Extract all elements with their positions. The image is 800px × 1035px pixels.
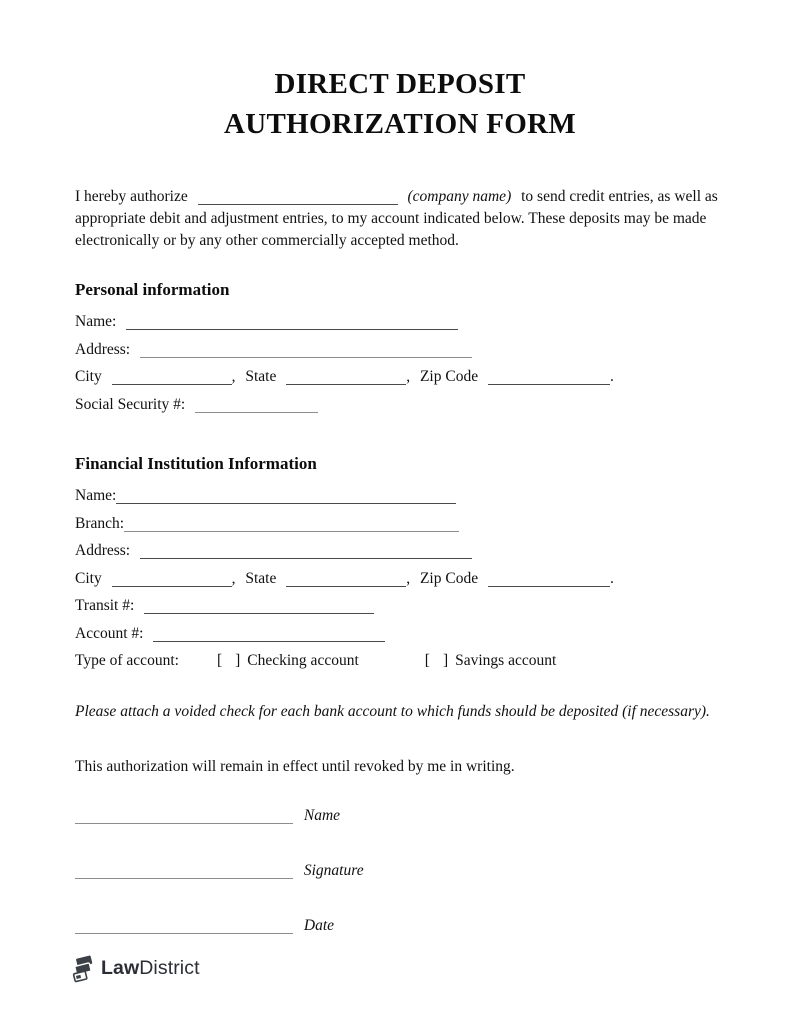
financial-transit-label: Transit #: xyxy=(75,597,135,614)
personal-zip-blank[interactable] xyxy=(488,371,610,385)
personal-address-blank[interactable] xyxy=(140,344,472,358)
period: . xyxy=(609,569,614,587)
personal-city-label: City xyxy=(75,368,102,385)
financial-branch-blank[interactable] xyxy=(124,518,459,532)
financial-address-blank[interactable] xyxy=(140,545,472,559)
account-type-row xyxy=(75,647,730,675)
financial-name-label: Name: xyxy=(75,487,117,504)
checking-account-label: Checking account xyxy=(247,652,359,669)
personal-city-blank[interactable] xyxy=(112,371,232,385)
financial-branch-label: Branch: xyxy=(75,514,125,532)
lawdistrict-logo-icon xyxy=(68,954,98,984)
footer-brand xyxy=(68,954,730,984)
intro-paragraph xyxy=(75,186,730,252)
intro-line-3: electronically or by any other commercially accepted method. xyxy=(75,232,459,249)
signature-signature-blank[interactable] xyxy=(75,863,293,879)
financial-address-label: Address: xyxy=(75,542,131,559)
company-name-blank[interactable] xyxy=(198,191,398,205)
checking-checkbox-close[interactable]: ] xyxy=(235,652,241,669)
financial-city-label: City xyxy=(75,569,102,587)
personal-state-label: State xyxy=(245,368,277,385)
personal-address-row xyxy=(75,336,730,364)
savings-checkbox-close[interactable]: ] xyxy=(442,652,449,669)
financial-account-label: Account #: xyxy=(75,624,144,642)
comma: , xyxy=(231,569,236,587)
financial-city-row xyxy=(75,565,730,593)
page-title xyxy=(0,0,800,144)
personal-address-label: Address: xyxy=(75,340,131,358)
personal-name-blank[interactable] xyxy=(126,316,458,330)
personal-state-blank[interactable] xyxy=(286,371,406,385)
signature-signature-label: Signature xyxy=(303,861,364,879)
personal-ssn-label: Social Security #: xyxy=(75,395,186,413)
checking-checkbox[interactable]: [ xyxy=(216,652,223,669)
signature-name-label: Name xyxy=(303,806,341,824)
financial-state-blank[interactable] xyxy=(286,573,406,587)
intro-line-2: appropriate debit and adjustment entries, to my account indicated below. These deposits may be made xyxy=(75,210,707,227)
financial-section xyxy=(75,482,730,675)
personal-ssn-blank[interactable] xyxy=(195,399,318,413)
period: . xyxy=(609,368,614,385)
signature-signature-row xyxy=(75,860,730,882)
savings-account-option xyxy=(425,647,557,675)
financial-section-heading: Financial Institution Information xyxy=(75,454,317,473)
financial-city-blank[interactable] xyxy=(112,573,232,587)
signature-date-blank[interactable] xyxy=(75,918,293,934)
signature-date-row xyxy=(75,915,730,937)
personal-name-label: Name: xyxy=(75,313,117,330)
account-type-label: Type of account: xyxy=(75,652,179,669)
financial-zip-label: Zip Code xyxy=(419,569,479,587)
financial-zip-blank[interactable] xyxy=(488,573,610,587)
title-line-1: DIRECT DEPOSIT xyxy=(274,68,526,100)
intro-line-1 xyxy=(75,186,730,208)
personal-name-row xyxy=(75,308,730,336)
brand-law: Law xyxy=(101,957,140,979)
brand-district: District xyxy=(139,957,200,979)
financial-branch-row xyxy=(75,510,730,538)
voided-check-note: Please attach a voided check for each bank account to which funds should be deposited (if necessary). xyxy=(75,702,710,720)
financial-state-label: State xyxy=(245,569,277,587)
personal-city-row xyxy=(75,363,730,391)
intro-line1-post: to send credit entries, as well as xyxy=(521,188,718,205)
intro-line1-pre: I hereby authorize xyxy=(75,188,188,205)
financial-transit-blank[interactable] xyxy=(144,600,374,614)
savings-checkbox[interactable]: [ xyxy=(424,652,430,669)
financial-name-row xyxy=(75,482,730,510)
checking-account-option xyxy=(217,647,359,675)
signature-name-blank[interactable] xyxy=(75,808,293,824)
savings-account-label: Savings account xyxy=(455,652,557,669)
personal-ssn-row xyxy=(75,391,730,419)
financial-name-blank[interactable] xyxy=(116,490,456,504)
financial-address-row xyxy=(75,537,730,565)
company-name-label: (company name) xyxy=(407,188,512,205)
personal-zip-label: Zip Code xyxy=(419,368,479,385)
comma: , xyxy=(406,569,411,587)
financial-account-row xyxy=(75,620,730,648)
signature-date-label: Date xyxy=(303,916,335,934)
authorization-statement: This authorization will remain in effect until revoked by me in writing. xyxy=(75,757,515,775)
personal-section xyxy=(75,308,730,418)
financial-account-blank[interactable] xyxy=(153,628,385,642)
comma: , xyxy=(406,368,411,385)
financial-transit-row xyxy=(75,592,730,620)
personal-section-heading: Personal information xyxy=(75,280,230,299)
signature-name-row xyxy=(75,805,730,827)
comma: , xyxy=(231,368,236,385)
title-line-2: AUTHORIZATION FORM xyxy=(223,108,577,140)
lawdistrict-logo-text xyxy=(101,957,200,980)
